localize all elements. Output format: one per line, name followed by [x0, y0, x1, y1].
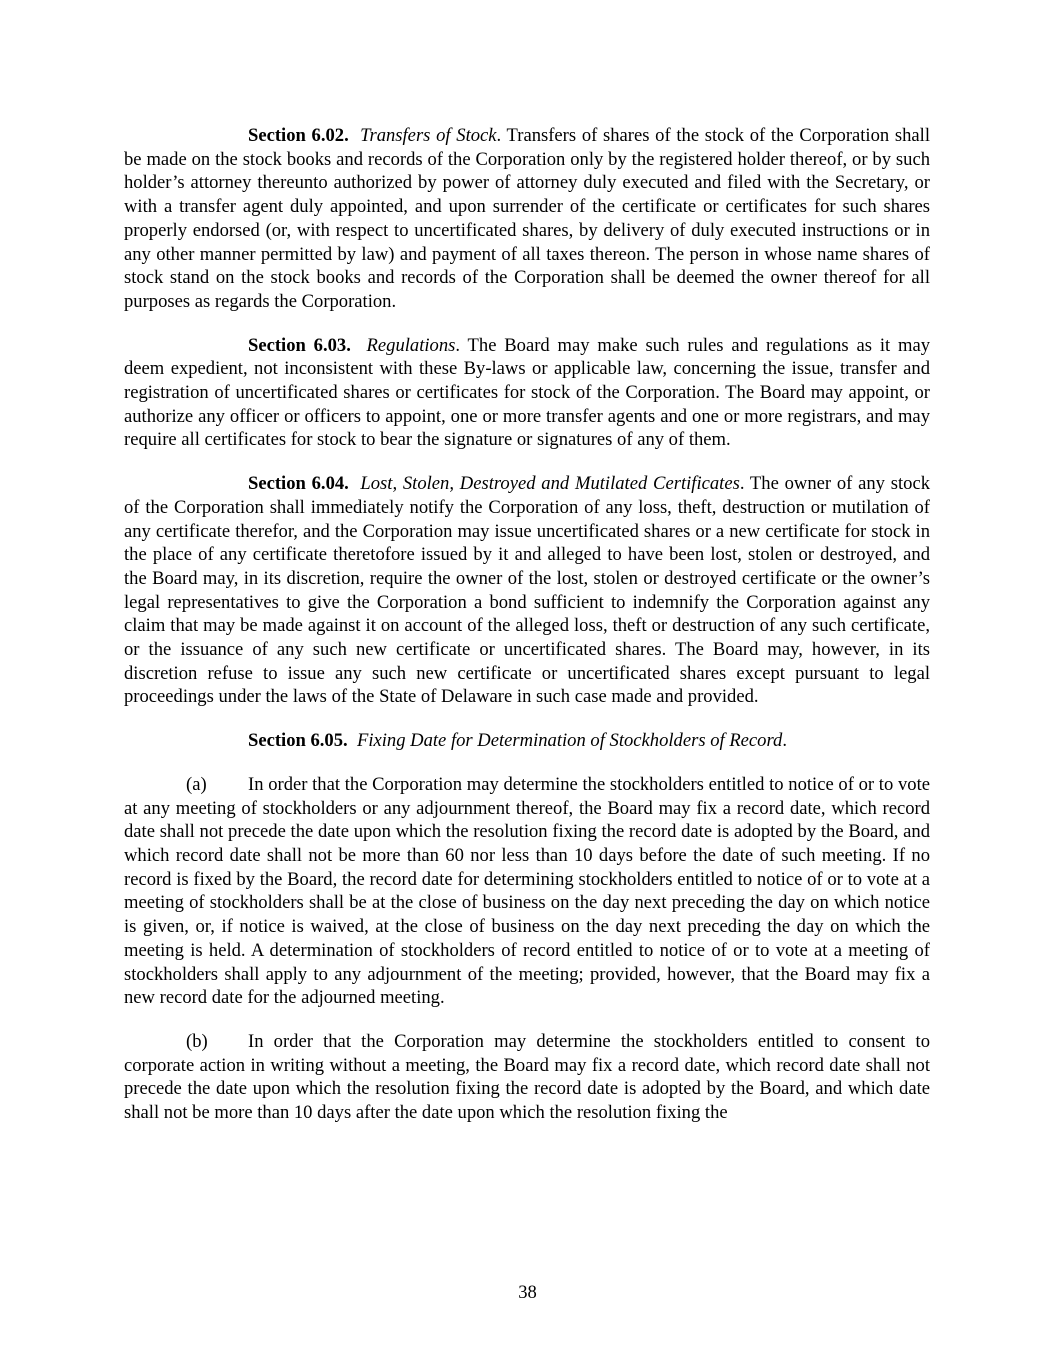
section-body: . Transfers of shares of the stock of the Corporation shall be made on the stock books and records of the Corporation only by the registered holder thereof, or by such holder’s attorney thereunto authorized by power of attorney duly executed and filed with the Secretary, or with a transfer agent duly appointed, and upon surrender of the certificate or certificates for such shares properly endorsed (or, with respect to uncertificated shares, by delivery of duly executed instructions or in any other manner permitted by law) and payment of all taxes thereon. The person in whose name shares of stock stand on the stock books and records of the Corporation shall be deemed the owner thereof for all purposes as regards the Corporation. [124, 125, 931, 312]
section-number: Section 6.02. [248, 125, 349, 146]
document-page [124, 124, 930, 1145]
section-title-period: . [782, 730, 787, 752]
subparagraph-text: In order that the Corporation may determine the stockholders entitled to consent to corporate action in writing without a meeting, the Board may fix a record date, which record date shall not precede the date upon which the resolution fixing the record date is adopted by the Board, and which date shall not be more than 10 days after the date upon which the resolution fixing the [124, 1030, 930, 1124]
section-body: . The Board may make such rules and regulations as it may deem expedient, not inconsistent with these By-laws or applicable law, concerning the issue, transfer and registration of uncertificated shares or certificates for stock of the Corporation. The Board may appoint, or authorize any officer or officers to appoint, one or more transfer agents and one or more registrars, and may require all certificates for stock to bear the signature or signatures of any of them. [124, 334, 930, 451]
section-title: Lost, Stolen, Destroyed and Mutilated Certificates [360, 473, 740, 495]
section-number: Section 6.04. [248, 473, 349, 495]
section-number: Section 6.03. [248, 334, 351, 356]
subparagraph-label: (b) [186, 1030, 208, 1052]
section-body: . The owner of any stock of the Corporation shall immediately notify the Corporation of any loss, theft, destruction or mutilation of any certificate therefor, and the Corporation may issue uncertificated shares or a new certificate for stock in the place of any certificate theretofore issued by it and alleged to have been lost, stolen or destroyed, and the Board may, in its discretion, require the owner of the lost, stolen or destroyed certificate or the owner’s legal representatives to give the Corporation a bond sufficient to indemnify the Corporation against any claim that may be made against it on account of the alleged loss, theft or destruction of any such certificate, or the issuance of any such new certificate or uncertificated shares. The Board may, however, in its discretion refuse to issue any such new certificate or uncertificated shares except pursuant to legal proceedings under the laws of the State of Delaware in such case made and provided. [124, 473, 931, 708]
subparagraph-text: In order that the Corporation may determine the stockholders entitled to notice of or to vote at any meeting of stockholders or any adjournment thereof, the Board may fix a record date, which record date shall not precede the date upon which the resolution fixing the record date is adopted by the Board, and which record date shall not be more than 60 nor less than 10 days before the date of such meeting. If no record is fixed by the Board, the record date for determining stockholders entitled to notice of or to vote at a meeting of stockholders shall be at the close of business on the day next preceding the day on which notice is given, or, if notice is waived, at the close of business on the day next preceding the day on which the meeting is held. A determination of stockholders of record entitled to notice of or to vote at a meeting of stockholders shall apply to any adjournment of the meeting; provided, however, that the Board may fix a new record date for the adjourned meeting. [124, 773, 930, 1009]
section-title: Fixing Date for Determination of Stockholders of Record [356, 730, 783, 752]
section-title: Transfers of Stock [360, 125, 497, 146]
page-number: 38 [518, 1282, 537, 1303]
section-6-05-heading [124, 729, 930, 753]
section-6-05-subparagraph-b [124, 1030, 930, 1125]
section-number: Section 6.05. [248, 730, 348, 752]
section-6-03-paragraph [124, 334, 930, 453]
section-title: Regulations [366, 334, 456, 356]
section-6-02-paragraph [124, 124, 930, 314]
section-6-05-subparagraph-a [124, 773, 930, 1010]
subparagraph-label: (a) [186, 773, 207, 795]
section-6-04-paragraph [124, 472, 930, 709]
